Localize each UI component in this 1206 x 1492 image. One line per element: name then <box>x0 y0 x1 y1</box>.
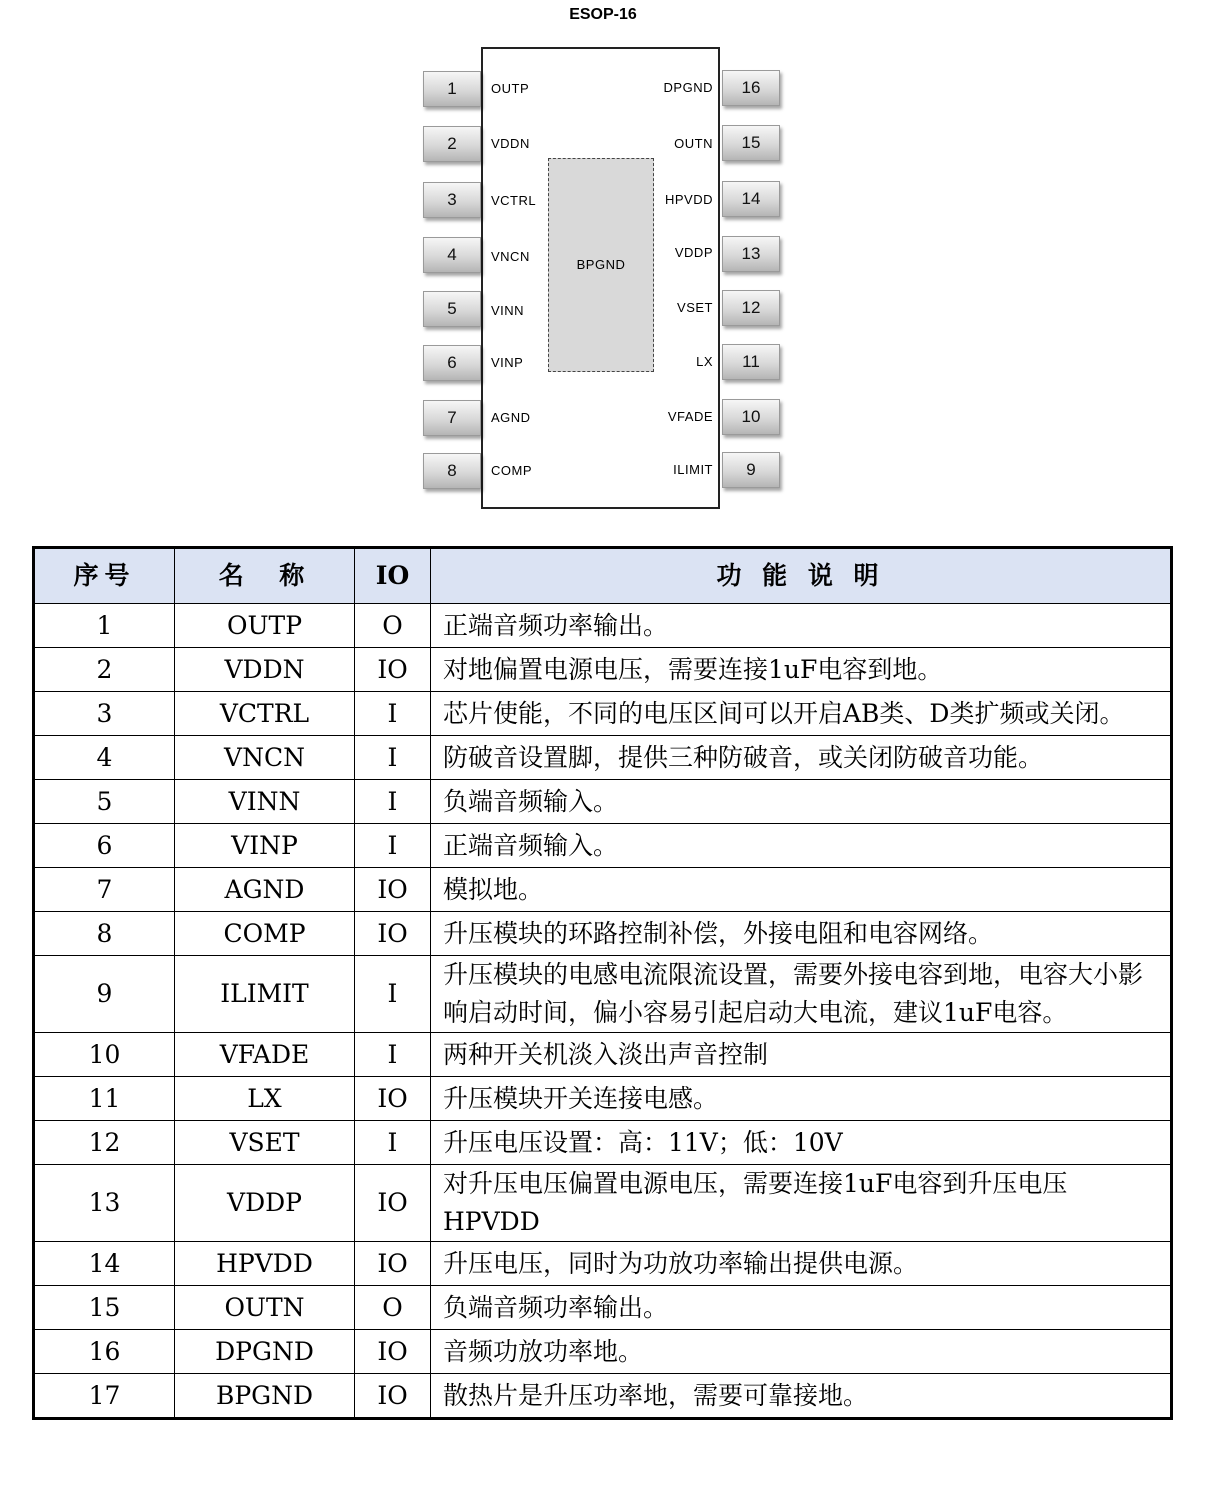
cell-io: I <box>355 692 431 736</box>
header-description: 功 能 说 明 <box>431 548 1172 604</box>
table-header-row <box>34 548 1172 604</box>
pin-12: 12 <box>722 290 780 326</box>
pin-label-vctrl: VCTRL <box>491 193 537 208</box>
cell-name: VNCN <box>175 736 355 780</box>
cell-description: 升压电压设置：高：11V；低：10V <box>431 1121 1172 1165</box>
cell-io: IO <box>355 1242 431 1286</box>
pin-1: 1 <box>423 71 481 107</box>
pin-label-vinn: VINN <box>491 303 525 318</box>
header-number: 序号 <box>34 548 175 604</box>
cell-io: IO <box>355 1077 431 1121</box>
package-title: ESOP-16 <box>569 6 637 23</box>
cell-description: 升压电压，同时为功放功率输出提供电源。 <box>431 1242 1172 1286</box>
cell-description: 正端音频功率输出。 <box>431 604 1172 648</box>
pin-13: 13 <box>722 236 780 272</box>
table-row <box>34 780 1172 824</box>
cell-io: I <box>355 1121 431 1165</box>
table-row <box>34 824 1172 868</box>
pin-14: 14 <box>722 181 780 217</box>
pin-label-vddp: VDDP <box>674 245 713 260</box>
cell-description: 升压模块的电感电流限流设置，需要外接电容到地，电容大小影响启动时间，偏小容易引起启动大电流，建议1uF电容。 <box>431 956 1172 1033</box>
cell-io: I <box>355 824 431 868</box>
pin-label-dpgnd: DPGND <box>663 80 713 95</box>
cell-description: 负端音频输入。 <box>431 780 1172 824</box>
table-row <box>34 1077 1172 1121</box>
table-row <box>34 692 1172 736</box>
pin-16: 16 <box>722 70 780 106</box>
table-row <box>34 648 1172 692</box>
cell-number: 14 <box>34 1242 175 1286</box>
table-row <box>34 1286 1172 1330</box>
thermal-pad-label: BPGND <box>576 257 626 272</box>
cell-name: VDDN <box>175 648 355 692</box>
header-io: IO <box>355 548 431 604</box>
cell-io: O <box>355 604 431 648</box>
cell-description: 防破音设置脚，提供三种防破音，或关闭防破音功能。 <box>431 736 1172 780</box>
cell-description: 对地偏置电源电压，需要连接1uF电容到地。 <box>431 648 1172 692</box>
cell-io: IO <box>355 912 431 956</box>
pin-label-lx: LX <box>696 354 713 369</box>
cell-name: OUTN <box>175 1286 355 1330</box>
cell-io: O <box>355 1286 431 1330</box>
cell-io: I <box>355 736 431 780</box>
cell-description: 升压模块开关连接电感。 <box>431 1077 1172 1121</box>
table-row <box>34 1242 1172 1286</box>
cell-name: COMP <box>175 912 355 956</box>
table-row <box>34 1165 1172 1242</box>
pin-label-vset: VSET <box>677 300 713 315</box>
pin-4: 4 <box>423 237 481 273</box>
table-row <box>34 604 1172 648</box>
pin-5: 5 <box>423 291 481 327</box>
cell-number: 1 <box>34 604 175 648</box>
pin-11: 11 <box>722 344 780 380</box>
cell-description: 散热片是升压功率地，需要可靠接地。 <box>431 1374 1172 1419</box>
cell-description: 对升压电压偏置电源电压，需要连接1uF电容到升压电压HPVDD <box>431 1165 1172 1242</box>
table-row <box>34 1033 1172 1077</box>
pin-9: 9 <box>722 452 780 488</box>
table-row <box>34 912 1172 956</box>
pin-15: 15 <box>722 125 780 161</box>
cell-name: BPGND <box>175 1374 355 1419</box>
cell-number: 6 <box>34 824 175 868</box>
cell-name: LX <box>175 1077 355 1121</box>
pin-8: 8 <box>423 453 481 489</box>
pin-label-outn: OUTN <box>674 136 713 151</box>
pin-label-vfade: VFADE <box>667 409 713 424</box>
cell-number: 8 <box>34 912 175 956</box>
pin-7: 7 <box>423 400 481 436</box>
cell-number: 2 <box>34 648 175 692</box>
cell-number: 9 <box>34 956 175 1033</box>
cell-io: IO <box>355 1165 431 1242</box>
cell-io: I <box>355 1033 431 1077</box>
cell-number: 11 <box>34 1077 175 1121</box>
cell-io: I <box>355 780 431 824</box>
table-row <box>34 1330 1172 1374</box>
cell-io: I <box>355 956 431 1033</box>
cell-name: VINP <box>175 824 355 868</box>
pin-label-vncn: VNCN <box>491 249 530 264</box>
cell-name: OUTP <box>175 604 355 648</box>
pin-label-hpvdd: HPVDD <box>664 192 713 207</box>
cell-description: 模拟地。 <box>431 868 1172 912</box>
cell-number: 5 <box>34 780 175 824</box>
cell-name: ILIMIT <box>175 956 355 1033</box>
cell-name: VFADE <box>175 1033 355 1077</box>
cell-description: 芯片使能，不同的电压区间可以开启AB类、D类扩频或关闭。 <box>431 692 1172 736</box>
pin-6: 6 <box>423 345 481 381</box>
cell-description: 音频功放功率地。 <box>431 1330 1172 1374</box>
cell-io: IO <box>355 868 431 912</box>
pin-2: 2 <box>423 126 481 162</box>
cell-name: VDDP <box>175 1165 355 1242</box>
pin-label-vinp: VINP <box>491 355 524 370</box>
pin-label-agnd: AGND <box>491 410 531 425</box>
cell-name: VSET <box>175 1121 355 1165</box>
cell-description: 正端音频输入。 <box>431 824 1172 868</box>
cell-description: 升压模块的环路控制补偿，外接电阻和电容网络。 <box>431 912 1172 956</box>
cell-name: AGND <box>175 868 355 912</box>
table-row <box>34 1374 1172 1419</box>
pin-label-vddn: VDDN <box>491 136 530 151</box>
cell-name: DPGND <box>175 1330 355 1374</box>
pin-label-outp: OUTP <box>491 81 530 96</box>
pin-label-ilimit: ILIMIT <box>673 462 713 477</box>
pin-3: 3 <box>423 182 481 218</box>
table-row <box>34 736 1172 780</box>
table-row <box>34 868 1172 912</box>
table-row <box>34 956 1172 1033</box>
cell-number: 10 <box>34 1033 175 1077</box>
cell-description: 负端音频功率输出。 <box>431 1286 1172 1330</box>
cell-number: 12 <box>34 1121 175 1165</box>
pin-10: 10 <box>722 399 780 435</box>
cell-number: 13 <box>34 1165 175 1242</box>
cell-number: 15 <box>34 1286 175 1330</box>
header-name: 名 称 <box>175 548 355 604</box>
cell-number: 3 <box>34 692 175 736</box>
cell-name: VINN <box>175 780 355 824</box>
cell-number: 4 <box>34 736 175 780</box>
cell-description: 两种开关机淡入淡出声音控制 <box>431 1033 1172 1077</box>
cell-number: 16 <box>34 1330 175 1374</box>
cell-io: IO <box>355 1374 431 1419</box>
cell-number: 7 <box>34 868 175 912</box>
cell-name: HPVDD <box>175 1242 355 1286</box>
pin-description-table <box>32 546 1173 1420</box>
cell-number: 17 <box>34 1374 175 1419</box>
cell-name: VCTRL <box>175 692 355 736</box>
table-row <box>34 1121 1172 1165</box>
cell-io: IO <box>355 1330 431 1374</box>
cell-io: IO <box>355 648 431 692</box>
pin-label-comp: COMP <box>491 463 532 478</box>
